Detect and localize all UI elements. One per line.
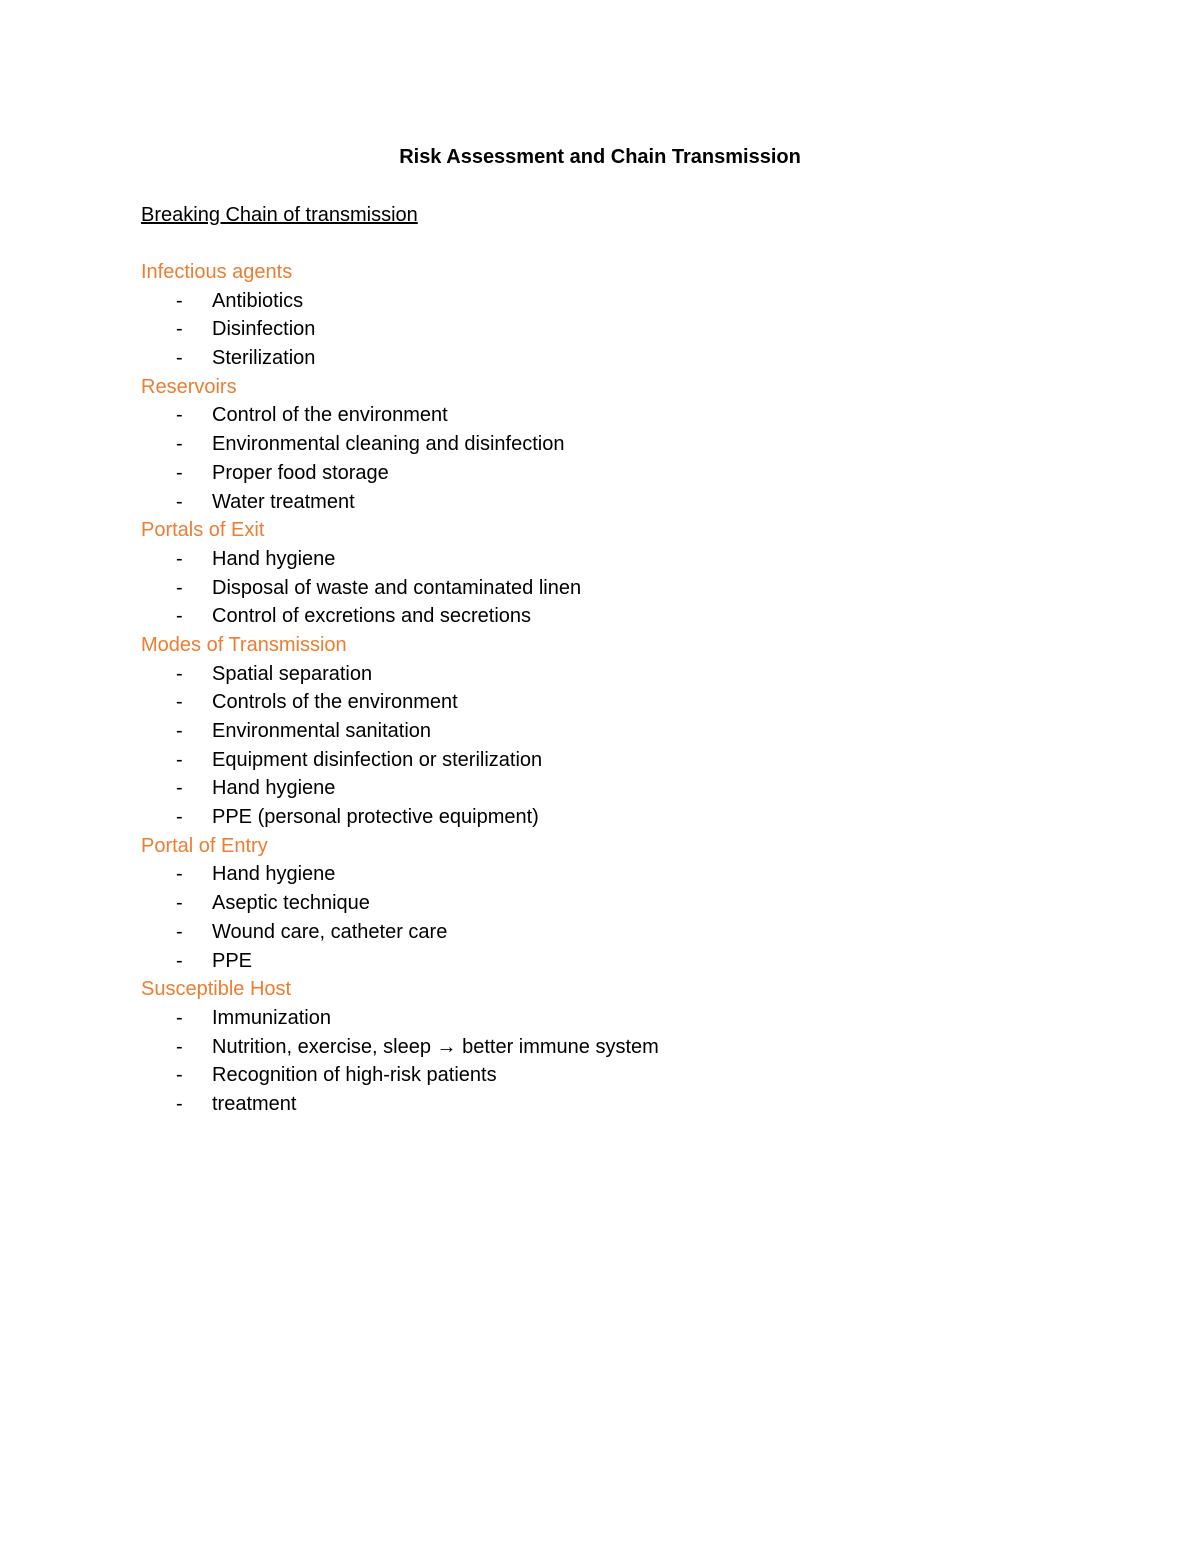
document-subtitle: Breaking Chain of transmission: [141, 204, 418, 226]
list-item: [141, 889, 1041, 918]
section-heading: Infectious agents: [141, 261, 293, 283]
list-item: [141, 315, 1041, 344]
bullet-dash: -: [176, 777, 183, 800]
section-heading: Reservoirs: [141, 375, 237, 398]
document-title: Risk Assessment and Chain Transmission: [399, 146, 801, 168]
list-item-text: Nutrition, exercise, sleep → better immune system: [212, 1035, 659, 1058]
bullet-dash: -: [176, 318, 183, 341]
bullet-dash: -: [176, 1006, 183, 1029]
bullet-dash: -: [176, 547, 183, 570]
section-heading: Modes of Transmission: [141, 633, 347, 656]
bullet-dash: -: [176, 1092, 183, 1115]
bullet-dash: -: [176, 748, 183, 771]
bullet-dash: -: [176, 461, 183, 484]
list-item-text: Proper food storage: [212, 461, 389, 484]
list-item-text: Disposal of waste and contaminated linen: [212, 576, 582, 599]
list-item-text: Control of excretions and secretions: [212, 605, 532, 628]
list-item: [141, 688, 1041, 717]
list-item: [141, 774, 1041, 803]
list-item-text: Hand hygiene: [212, 547, 336, 570]
section-heading: Portals of Exit: [141, 519, 265, 542]
bullet-dash: -: [176, 289, 183, 312]
list-item: [141, 660, 1041, 689]
bullet-dash: -: [176, 433, 183, 456]
bullet-dash: -: [176, 720, 183, 742]
list-item: [141, 459, 1041, 488]
list-item-text: Hand hygiene: [212, 863, 336, 886]
bullet-dash: -: [176, 863, 183, 886]
bullet-dash: -: [176, 1035, 183, 1058]
bullet-dash: -: [176, 920, 183, 943]
list-item: [141, 947, 1041, 976]
list-item-text: Antibiotics: [212, 289, 304, 312]
section-heading: Susceptible Host: [141, 978, 292, 1001]
bullet-dash: -: [176, 691, 183, 714]
list-item-text: Hand hygiene: [212, 777, 336, 800]
list-item-text: PPE (personal protective equipment): [212, 806, 539, 829]
list-item-text: Sterilization: [212, 347, 316, 370]
list-item: [141, 717, 1041, 746]
list-item: [141, 746, 1041, 775]
list-item: [141, 344, 1041, 373]
list-item-text: Spatial separation: [212, 662, 373, 685]
bullet-dash: -: [176, 892, 183, 915]
bullet-dash: -: [176, 662, 183, 685]
bullet-dash: -: [176, 1064, 183, 1087]
list-item: [141, 488, 1041, 517]
list-item: [141, 574, 1041, 603]
list-item: [141, 1090, 1041, 1119]
section-list: [141, 258, 1041, 1119]
bullet-dash: -: [176, 806, 183, 829]
bullet-dash: -: [176, 490, 183, 513]
bullet-dash: -: [176, 347, 183, 370]
list-item: [141, 287, 1041, 316]
list-item-text: Recognition of high-risk patients: [212, 1064, 497, 1087]
list-item: [141, 803, 1041, 832]
list-item-text: Disinfection: [212, 318, 316, 341]
list-item: [141, 1033, 1041, 1062]
list-item-text: Equipment disinfection or sterilization: [212, 748, 543, 771]
bullet-dash: -: [176, 605, 183, 628]
bullet-dash: -: [176, 576, 183, 599]
list-item: [141, 860, 1041, 889]
list-item-text: treatment: [212, 1092, 297, 1115]
list-item-text: PPE: [212, 949, 253, 972]
bullet-dash: -: [176, 404, 183, 427]
list-item: [141, 1061, 1041, 1090]
list-item: [141, 430, 1041, 459]
list-item: [141, 1004, 1041, 1033]
list-item-text: Wound care, catheter care: [212, 920, 448, 943]
list-item: [141, 918, 1041, 947]
list-item-text: Control of the environment: [212, 404, 448, 427]
list-item-text: Immunization: [212, 1006, 331, 1029]
section-heading: Portal of Entry: [141, 834, 268, 857]
list-item-text: Aseptic technique: [212, 892, 370, 915]
list-item-text: Controls of the environment: [212, 691, 458, 714]
list-item-text: Environmental sanitation: [212, 720, 432, 742]
list-item-text: Water treatment: [212, 490, 355, 513]
list-item: [141, 602, 1041, 631]
bullet-dash: -: [176, 949, 183, 972]
list-item: [141, 545, 1041, 574]
list-item-text: Environmental cleaning and disinfection: [212, 433, 565, 456]
list-item: [141, 401, 1041, 430]
